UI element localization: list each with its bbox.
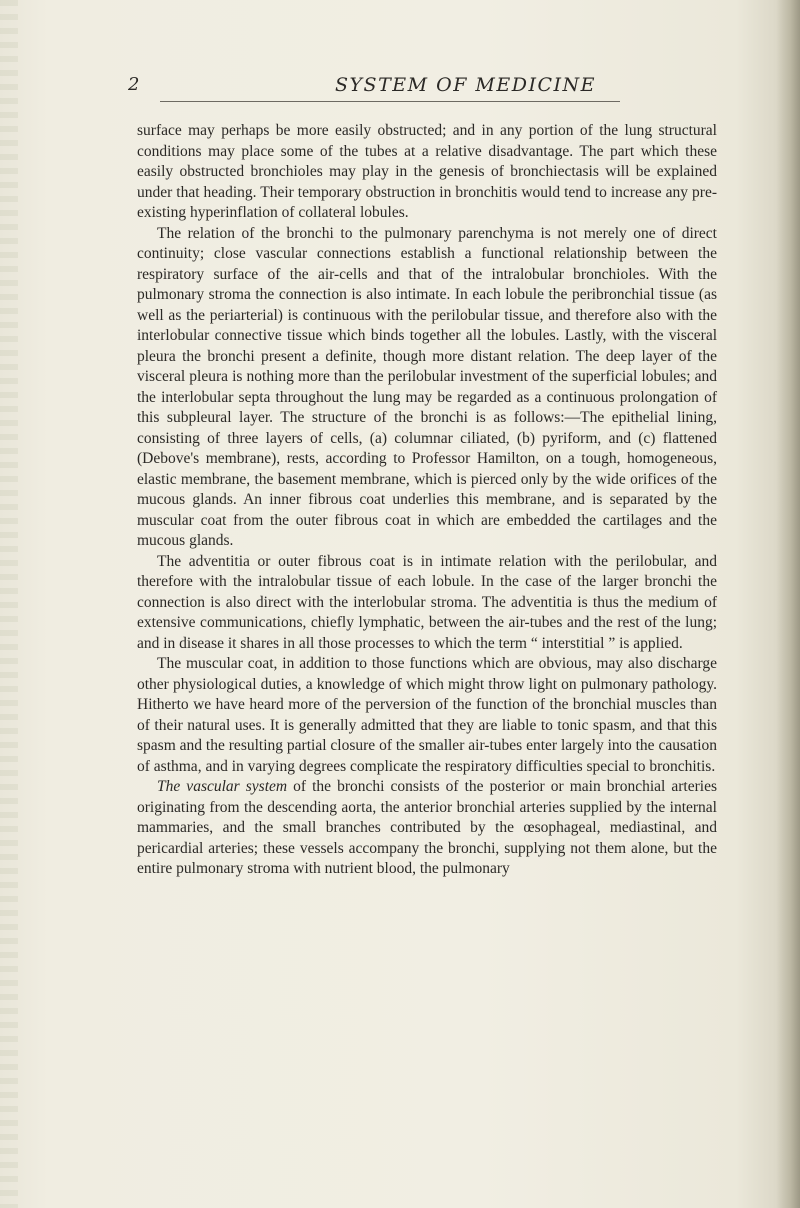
body-text [137, 121, 717, 880]
page-number: 2 [128, 74, 140, 95]
header-rule [160, 101, 620, 102]
paragraph-vascular-text: of the bronchi consists of the posterior or main bronchial arteries originating from the descending aorta, the anterior bronchial arteries supplied by the internal mammaries, and the small branches contributed by the œsophageal, mediastinal, and pericardial arteries; these vessels accompany the bronchi, supplying not them alone, but the entire pulmonary stroma with nutrient blood, the pulmonary [137, 778, 717, 877]
running-title: SYSTEM OF MEDICINE [335, 74, 597, 96]
paragraph-bronchi-relation: The relation of the bronchi to the pulmonary parenchyma is not merely one of direct continuity; close vascular connections establish a functional relationship between the respiratory surface of the air-cells and that of the intralobular bronchioles. With the pulmonary stroma the connection is also intimate. In each lobule the peribronchial tissue (as well as the periarterial) is continuous with the perilobular tissue, and therefore also with the interlobular connective tissue which binds together all the lobules. Lastly, with the visceral pleura the bronchi present a definite, though more distant relation. The deep layer of the visceral pleura is nothing more than the perilobular investment of the superficial lobules; and the interlobular septa throughout the lung may be regarded as a continuous prolongation of this subpleural layer. The structure of the bronchi is as follows:—The epithelial lining, consisting of three layers of cells, (a) columnar ciliated, (b) pyriform, and (c) flattened (Debove's membrane), rests, according to Professor Hamilton, on a tough, homogeneous, elastic membrane, the basement membrane, which is pierced only by the wide orifices of the mucous glands. An inner fibrous coat underlies this membrane, and is separated by the muscular coat from the outer fibrous coat in which are embedded the cartilages and the mucous glands. [137, 224, 717, 549]
paragraph-vascular-system [137, 777, 717, 880]
page-edge-shadow [776, 0, 800, 1208]
page-binding-edge [0, 0, 18, 1208]
paragraph-muscular-coat: The muscular coat, in addition to those functions which are obvious, may also discharge other physiological duties, a knowledge of which might throw light on pulmonary pathology. Hitherto we have heard more of the perversion of the function of the bronchial muscles than of their natural uses. It is generally admitted that they are liable to tonic spasm, and that this spasm and the resulting partial closure of the smaller air-tubes enter largely into the causation of asthma, and in varying degrees complicate the respiratory difficulties special to bronchitis. [137, 655, 717, 775]
page-header [0, 74, 800, 100]
paragraph-continuation: surface may perhaps be more easily obstructed; and in any portion of the lung structural conditions may place some of the tubes at a relative disadvantage. The part which these easily obstructed bronchioles may play in the genesis of bronchiectasis will be explained under that heading. Their temporary obstruction in bronchitis would tend to increase any pre-existing hyperinflation of collateral lobules. [137, 122, 717, 221]
paragraph-adventitia: The adventitia or outer fibrous coat is in intimate relation with the perilobular, and therefore with the intralobular tissue of each lobule. In the case of the larger bronchi the connection is also direct with the interlobular stroma. The adventitia is thus the medium of extensive communications, chiefly lymphatic, between the air-tubes and the rest of the lung; and in disease it shares in all those processes to which the term “ interstitial ” is applied. [137, 552, 717, 652]
italic-lead: The vascular system [157, 778, 288, 795]
